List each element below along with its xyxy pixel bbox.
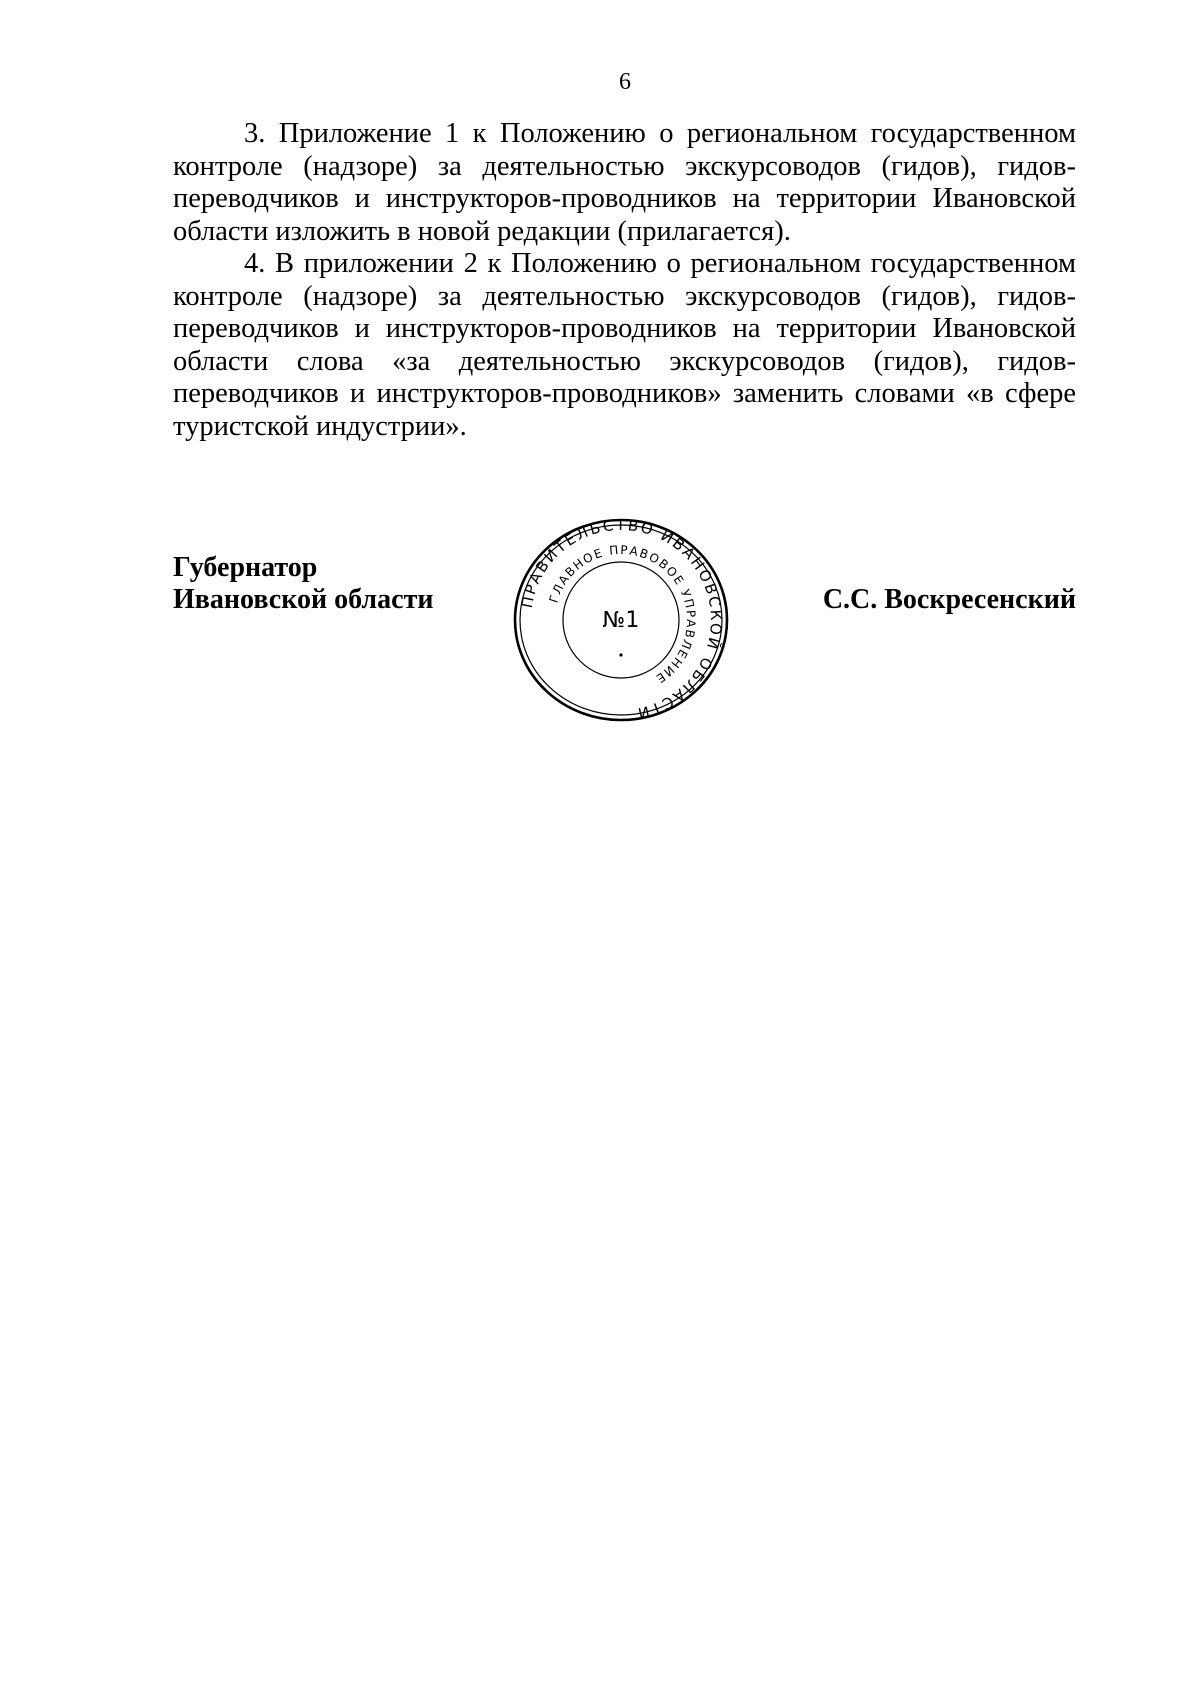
official-stamp [511, 515, 731, 725]
stamp-inner-text: ГЛАВНОЕ ПРАВОВОЕ УПРАВЛЕНИЕ [546, 542, 699, 687]
stamp-seal-icon [511, 515, 731, 725]
document-body [173, 118, 1076, 443]
signatory-title [173, 552, 433, 616]
page-number: 6 [619, 69, 631, 95]
paragraph-3: 3. Приложение 1 к Положению о региональном государственном контроле (надзоре) за деятельностью экскурсоводов (гидов), гидов-переводчиков и инструкторов-проводников на территории Ивановской области изложить в новой редакции (прилагается). [173, 118, 1076, 247]
stamp-center-text: №1 [602, 608, 640, 633]
signatory-title-line-2: Ивановской области [173, 584, 434, 615]
signatory-title-line-1: Губернатор [173, 552, 318, 583]
signatory-name: С.С. Воскресенский [822, 584, 1076, 615]
stamp-outer-text: ПРАВИТЕЛЬСТВО ИВАНОВСКОЙ ОБЛАСТИ [517, 515, 726, 723]
stamp-dot [619, 653, 622, 656]
paragraph-4: 4. В приложении 2 к Положению о региональном государственном контроле (надзоре) за деятельностью экскурсоводов (гидов), гидов-переводчиков и инструкторов-проводников на территории Ивановской области слова «за деятельностью экскурсоводов (гидов), гидов-переводчиков и инструкторов-проводников» заменить словами «в сфере туристской индустрии». [173, 248, 1076, 442]
